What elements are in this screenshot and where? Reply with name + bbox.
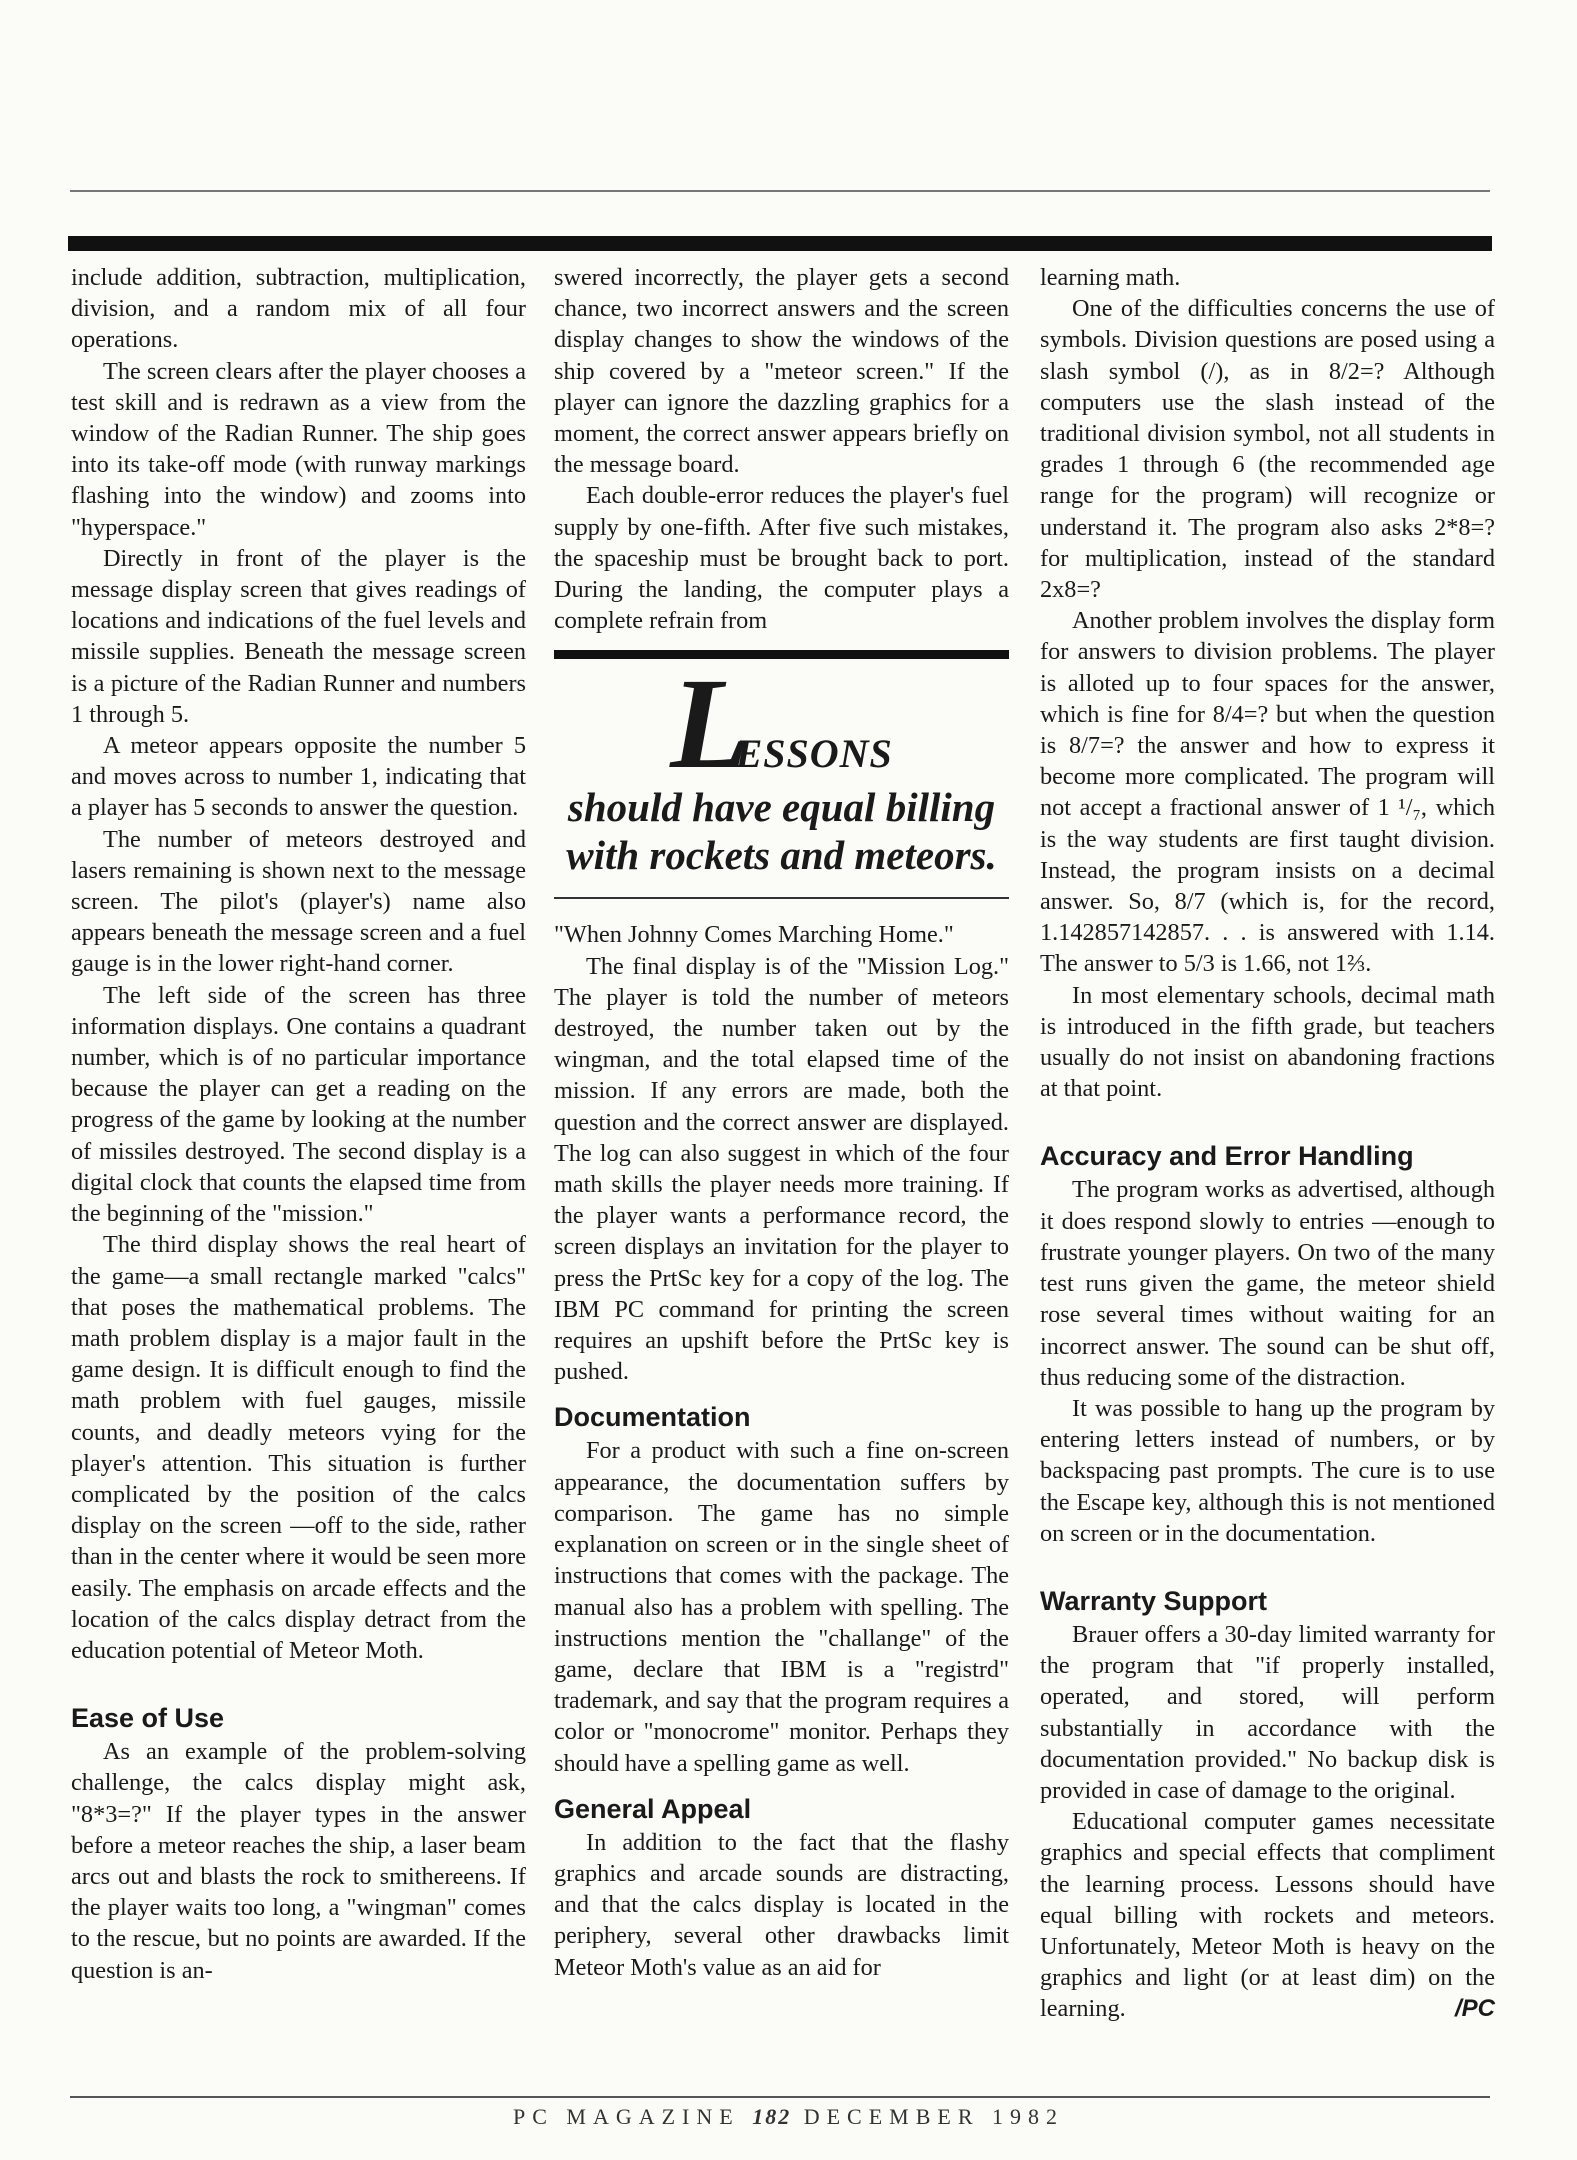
paragraph: learning math. <box>1040 264 1181 291</box>
paragraph: include addition, subtraction, multiplication, division, and a random mix of all four operations. <box>71 264 526 354</box>
paragraph: The number of meteors destroyed and lasers remaining is shown next to the message screen. The pilot's (player's) name also appears beneath the message screen and a fuel gauge is in the lower right-hand corner. <box>71 825 526 978</box>
pull-quote-head: ESSONS <box>735 731 893 777</box>
paragraph: The final display is of the "Mission Log." The player is told the number of meteors destroyed, the number taken out by the wingman, and the total elapsed time of the mission. If any errors are made, both the question and the correct answer are displayed. The log can also suggest in which of the four math skills the player needs more training. If the player wants a performance record, the screen displays an invitation for the player to press the PrtSc key for a copy of the log. The IBM PC command for printing the screen requires an upshift before the PrtSc key is pushed. <box>554 952 1009 1386</box>
paragraph-with-signoff <box>1040 1806 1495 2024</box>
paragraph: For a product with such a fine on-screen appearance, the documentation suffers by comparison. The game has no simple explanation on screen or in the single sheet of instructions that comes with the package. The manual also has a problem with spelling. The instructions mention the "challange" of the game, declare that IBM is a "registrd" trademark, and say that the program requires a color or "monocrome" monitor. Perhaps they should have a spelling game as well. <box>554 1437 1009 1777</box>
pull-quote-drop-letter: L <box>670 652 750 797</box>
paragraph: The third display shows the real heart of the game—a small rectangle marked "calcs" that poses the mathematical problems. The math problem display is a major fault in the game design. It is difficult enough to find the math problem with fuel gauges, missile counts, and deadly meteors vying for the player's attention. This situation is further complicated by the position of the calcs display on the screen —off to the side, rather than in the center where it would be seen more easily. The emphasis on arcade effects and the location of the calcs display detract from the education potential of Meteor Moth. <box>71 1231 526 1664</box>
paragraph: The program works as advertised, although it does respond slowly to entries —enough to frustrate younger players. On two of the many test runs given the game, the meteor shield rose several times without waiting for an incorrect answer. The sound can be shut off, thus reducing some of the distraction. <box>1040 1176 1495 1391</box>
signoff: /PC <box>1454 1995 1495 2023</box>
section-heading-general-appeal: General Appeal <box>554 1793 752 1824</box>
article-column-3 <box>1040 262 1495 2025</box>
paragraph: In most elementary schools, decimal math is introduced in the fifth grade, but teachers usually do not insist on abandoning fractions at that point. <box>1040 981 1495 1103</box>
top-hairline-rule <box>70 190 1490 192</box>
section-heading-documentation: Documentation <box>554 1402 751 1433</box>
article-column-2 <box>554 262 1009 1983</box>
paragraph: Each double-error reduces the player's fuel supply by one-fifth. After five such mistakes, the spaceship must be brought back to port. During the landing, the computer plays a complete refrain from <box>554 482 1009 635</box>
paragraph: A meteor appears opposite the number 5 and moves across to number 1, indicating that a player has 5 seconds to answer the question. <box>71 732 526 822</box>
section-heading-accuracy: Accuracy and Error Handling <box>1040 1141 1414 1172</box>
paragraph: "When Johnny Comes Marching Home." <box>554 921 954 949</box>
footer-rule <box>70 2096 1490 2098</box>
paragraph: Educational computer games necessitate graphics and special effects that compliment the learning process. Lessons should have equal billing with rockets and meteors. Unfortunately, Meteor Moth is heavy on the graphics and light (or at least dim) on the learning. <box>1040 1808 1495 2023</box>
pull-quote-body: should have equal billing with rockets and meteors. <box>566 784 997 879</box>
section-heading-warranty: Warranty Support <box>1040 1585 1268 1616</box>
footer-magazine: PC MAGAZINE <box>512 2104 740 2129</box>
paragraph: Directly in front of the player is the message display screen that gives readings of locations and indications of the fuel levels and missile supplies. Beneath the message screen is a picture of the Radian Runner and numbers 1 through 5. <box>71 544 526 728</box>
footer-date: DECEMBER 1982 <box>803 2104 1065 2129</box>
page-footer <box>0 2104 1577 2130</box>
paragraph: As an example of the problem-solving challenge, the calcs display might ask, "8*3=?" If the player types in the answer before a meteor reaches the ship, a laser beam arcs out and blasts the rock to smithereens. If the player waits too long, a "wingman" comes to the rescue, but no points are awarded. If the question is an- <box>71 1738 526 1984</box>
paragraph: The left side of the screen has three information displays. One contains a quadrant number, which is of no particular importance because the player can get a reading on the progress of the game by looking at the number of missiles destroyed. The second display is a digital clock that counts the elapsed time from the beginning of the "mission." <box>71 981 526 1228</box>
paragraph: In addition to the fact that the flashy graphics and arcade sounds are distracting, and that the calcs display is located in the periphery, several other drawbacks limit Meteor Moth's value as an aid for <box>554 1828 1009 1981</box>
paragraph: Another problem involves the display form for answers to division problems. The player is alloted up to four spaces for the answer, which is fine for 8/4=? but when the question is 8/7=? the answer and how to express it become more complicated. The program will not accept a fractional answer of 1 ¹/₇, which is the way students are first taught division. Instead, the program insists on a decimal answer. So, 8/7 (which is, for the record, 1.142857142857. . . is answered with 1.14. The answer to 5/3 is 1.66, not 1⅔. <box>1040 607 1495 978</box>
article-column-1 <box>71 262 526 1986</box>
paragraph: One of the difficulties concerns the use of symbols. Division questions are posed using a slash symbol (/), as in 8/2=? Although computers use the slash instead of the traditional division symbol, not all students in grades 1 through 6 (the recommended age range for the program) will recognize or understand it. The program also asks 2*8=? for multiplication, instead of the standard 2x8=? <box>1040 295 1495 604</box>
paragraph: The screen clears after the player chooses a test skill and is redrawn as a view from the window of the Radian Runner. The ship goes into its take-off mode (with runway markings flashing into the window) and zooms into "hyperspace." <box>71 357 526 541</box>
top-heavy-rule <box>68 236 1492 251</box>
footer-page-number: 182 <box>752 2104 792 2129</box>
pull-quote <box>554 650 1009 899</box>
paragraph: Brauer offers a 30-day limited warranty for the program that "if properly installed, operated, and stored, will perform substantially in accordance with the documentation provided." No backup disk is provided in case of damage to the original. <box>1040 1620 1495 1804</box>
paragraph: swered incorrectly, the player gets a second chance, two incorrect answers and the screen display changes to show the windows of the ship covered by a "meteor screen." If the player can ignore the dazzling graphics for a moment, the correct answer appears briefly on the message board. <box>554 264 1009 479</box>
section-heading-ease-of-use: Ease of Use <box>71 1703 225 1734</box>
paragraph: It was possible to hang up the program by entering letters instead of numbers, or by backspacing past prompts. The cure is to use the Escape key, although this is not mentioned on screen or in the documentation. <box>1040 1394 1495 1547</box>
